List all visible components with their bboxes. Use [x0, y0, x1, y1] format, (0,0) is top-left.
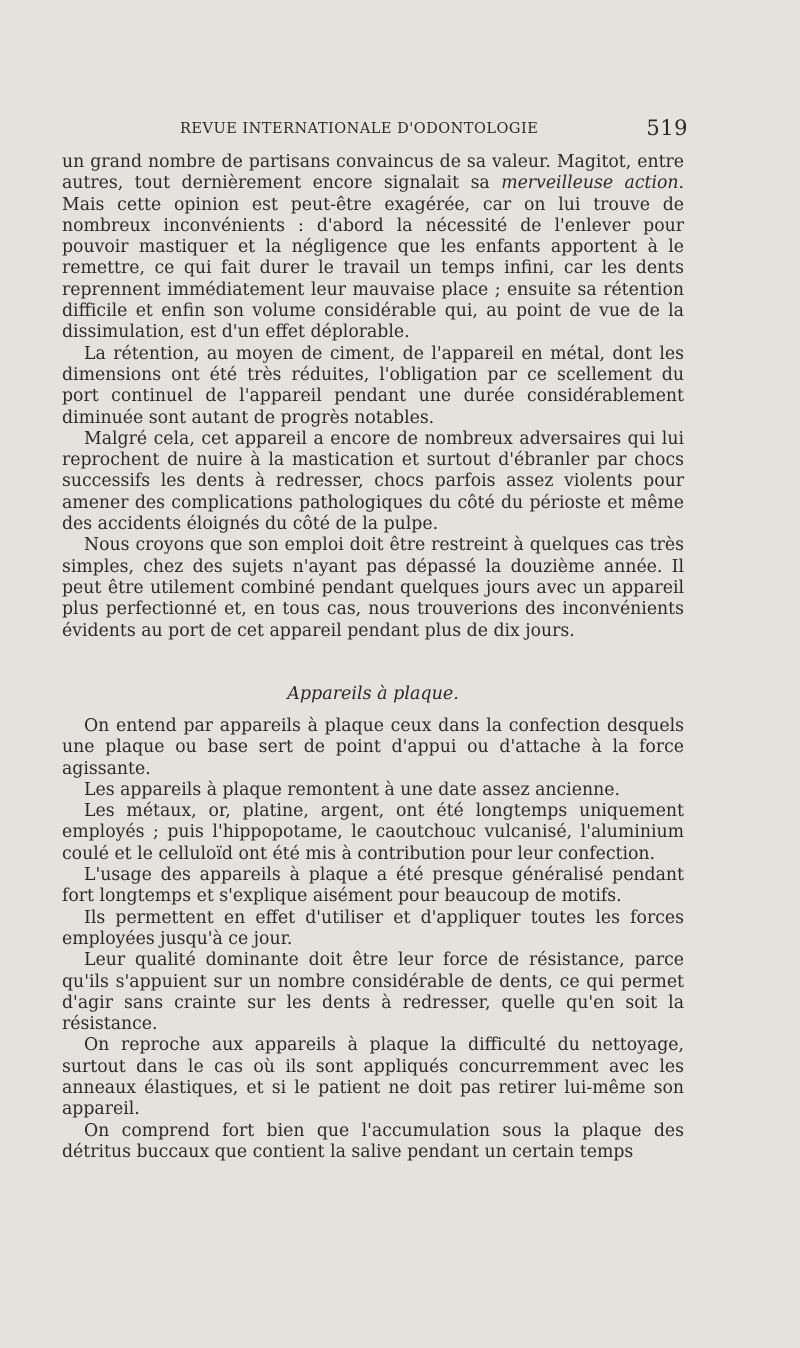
paragraph: On entend par appareils à plaque ceux dans la confection desquels une plaque ou base sert de point d'appui ou d'attache à la force agissante.: [62, 716, 684, 779]
page-number: 519: [646, 116, 688, 140]
emphasis: merveilleuse action.: [501, 173, 685, 194]
paragraph: un grand nombre de partisans convaincus de sa valeur. Magitot, entre autres, tout dernièrement encore signalait sa merveilleuse action. Mais cette opinion est peut-être exagérée, car on lui trouve de nombreux inconvénients : d'abord la nécessité de l'enlever pour pouvoir mastiquer et la négligence que les enfants apportent à le remettre, ce qui fait durer le travail un temps infini, car les dents reprennent immédiatement leur mauvaise place ; ensuite sa rétention difficile et enfin son volume considérable qui, au point de vue de la dissimulation, est d'un effet déplorable.: [62, 152, 685, 343]
text-block-continued: [62, 152, 684, 642]
text-block-appareils-a-plaque: [62, 716, 684, 1163]
paragraph: Les appareils à plaque remontent à une date assez ancienne.: [84, 779, 620, 800]
paragraph: La rétention, au moyen de ciment, de l'appareil en métal, dont les dimensions ont été très réduites, l'obligation par ce scellement du port continuel de l'appareil pendant une durée considérablement diminuée sont autant de progrès notables.: [62, 343, 684, 428]
running-title: REVUE INTERNATIONALE D'ODONTOLOGIE: [180, 121, 539, 137]
paragraph: Leur qualité dominante doit être leur force de résistance, parce qu'ils s'appuient sur un nombre considérable de dents, ce qui permet d'agir sans crainte sur les dents à redresser, quelle qu'en soit la résistance.: [62, 950, 684, 1035]
running-header: [62, 116, 688, 142]
paragraph: Malgré cela, cet appareil a encore de nombreux adversaires qui lui reprochent de nuire à la mastication et surtout d'ébranler par chocs successifs les dents à redresser, chocs parfois assez violents pour amener des complications pathologiques du côté du périoste et même des accidents éloignés du côté de la pulpe.: [62, 428, 684, 535]
paragraph: L'usage des appareils à plaque a été presque généralisé pendant fort longtemps et s'explique aisément pour beaucoup de motifs.: [62, 865, 684, 907]
paragraph: On reproche aux appareils à plaque la difficulté du nettoyage, surtout dans le cas où ils sont appliqués concurremment avec les anneaux élastiques, et si le patient ne doit pas retirer lui-même son appareil.: [62, 1035, 684, 1120]
paragraph: Les métaux, or, platine, argent, ont été longtemps uniquement employés ; puis l'hippopotame, le caoutchouc vulcanisé, l'aluminium coulé et le celluloïd ont été mis à contribution pour leur confection.: [62, 801, 684, 864]
paragraph: On comprend fort bien que l'accumulation sous la plaque des détritus buccaux que contient la salive pendant un certain temps: [62, 1120, 684, 1162]
paragraph: Nous croyons que son emploi doit être restreint à quelques cas très simples, chez des sujets n'ayant pas dépassé la douzième année. Il peut être utilement combiné pendant quelques jours avec un appareil plus perfectionné et, en tous cas, nous trouverions des inconvénients évidents au port de cet appareil pendant plus de dix jours.: [62, 535, 684, 641]
paragraph: Ils permettent en effet d'utiliser et d'appliquer toutes les forces employées jusqu'à ce jour.: [62, 907, 684, 949]
section-heading: Appareils à plaque.: [287, 684, 459, 704]
